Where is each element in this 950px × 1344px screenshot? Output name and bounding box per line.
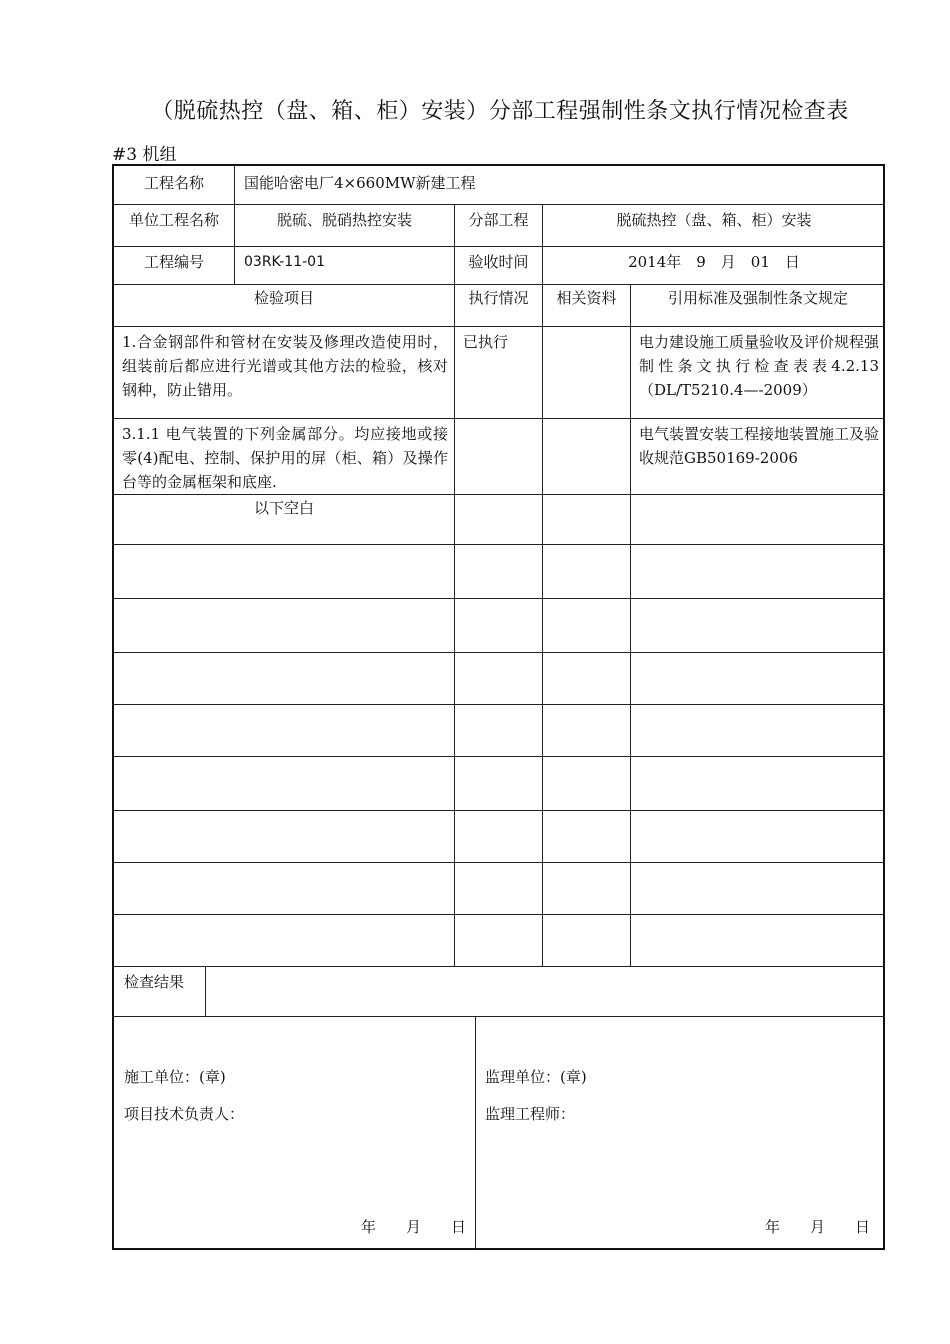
sub-project-value: 脱硫热控（盘、箱、柜）安装 bbox=[616, 211, 812, 229]
item-2-standard: 电气装置安装工程接地装置施工及验收规范GB50169-2006 bbox=[639, 425, 880, 467]
header-docs: 相关资料 bbox=[556, 289, 617, 307]
project-no-value: 03RK-11-01 bbox=[244, 254, 325, 270]
accept-time-value: 2014年 9 月 01 日 bbox=[628, 253, 800, 271]
construction-unit-label: 施工单位：(章) bbox=[124, 1068, 226, 1086]
project-name-value: 国能哈密电厂4×660MW新建工程 bbox=[244, 174, 476, 192]
supervision-unit-label: 监理单位：(章) bbox=[485, 1068, 587, 1086]
tech-lead-label: 项目技术负责人： bbox=[124, 1105, 245, 1123]
inspection-table bbox=[112, 164, 885, 1250]
header-item: 检验项目 bbox=[253, 289, 314, 307]
project-name-label: 工程名称 bbox=[143, 174, 204, 192]
header-status: 执行情况 bbox=[468, 289, 529, 307]
date-right: 年 月 日 bbox=[764, 1218, 870, 1236]
page-title: （脱硫热控（盘、箱、柜）安装）分部工程强制性条文执行情况检查表 bbox=[151, 99, 849, 124]
accept-time-label: 验收时间 bbox=[468, 253, 529, 271]
supervision-engineer-label: 监理工程师： bbox=[485, 1105, 576, 1123]
unit-project-label: 单位工程名称 bbox=[128, 211, 219, 229]
sub-project-label: 分部工程 bbox=[468, 211, 529, 229]
item-1-standard: 电力建设施工质量验收及评价规程强制性条文执行检查表表4.2.13（DL/T5210.4—-2009） bbox=[639, 333, 880, 399]
header-standard: 引用标准及强制性条文规定 bbox=[667, 289, 848, 307]
project-no-label: 工程编号 bbox=[143, 253, 204, 271]
blank-below-text: 以下空白 bbox=[253, 499, 314, 517]
item-1-text: 1.合金钢部件和管材在安装及修理改造使用时，组装前后都应进行光谱或其他方法的检验，核对钢种，防止错用。 bbox=[122, 333, 448, 399]
item-1-status: 已执行 bbox=[463, 333, 509, 351]
date-left: 年 月 日 bbox=[360, 1218, 466, 1236]
unit-label: #3 机组 bbox=[112, 145, 177, 165]
unit-project-value: 脱硫、脱硝热控安装 bbox=[276, 211, 412, 229]
result-label: 检查结果 bbox=[124, 973, 185, 991]
item-2-text: 3.1.1 电气装置的下列金属部分。均应接地或接零(4)配电、控制、保护用的屏（柜、箱）及操作台等的金属框架和底座. bbox=[122, 425, 448, 491]
